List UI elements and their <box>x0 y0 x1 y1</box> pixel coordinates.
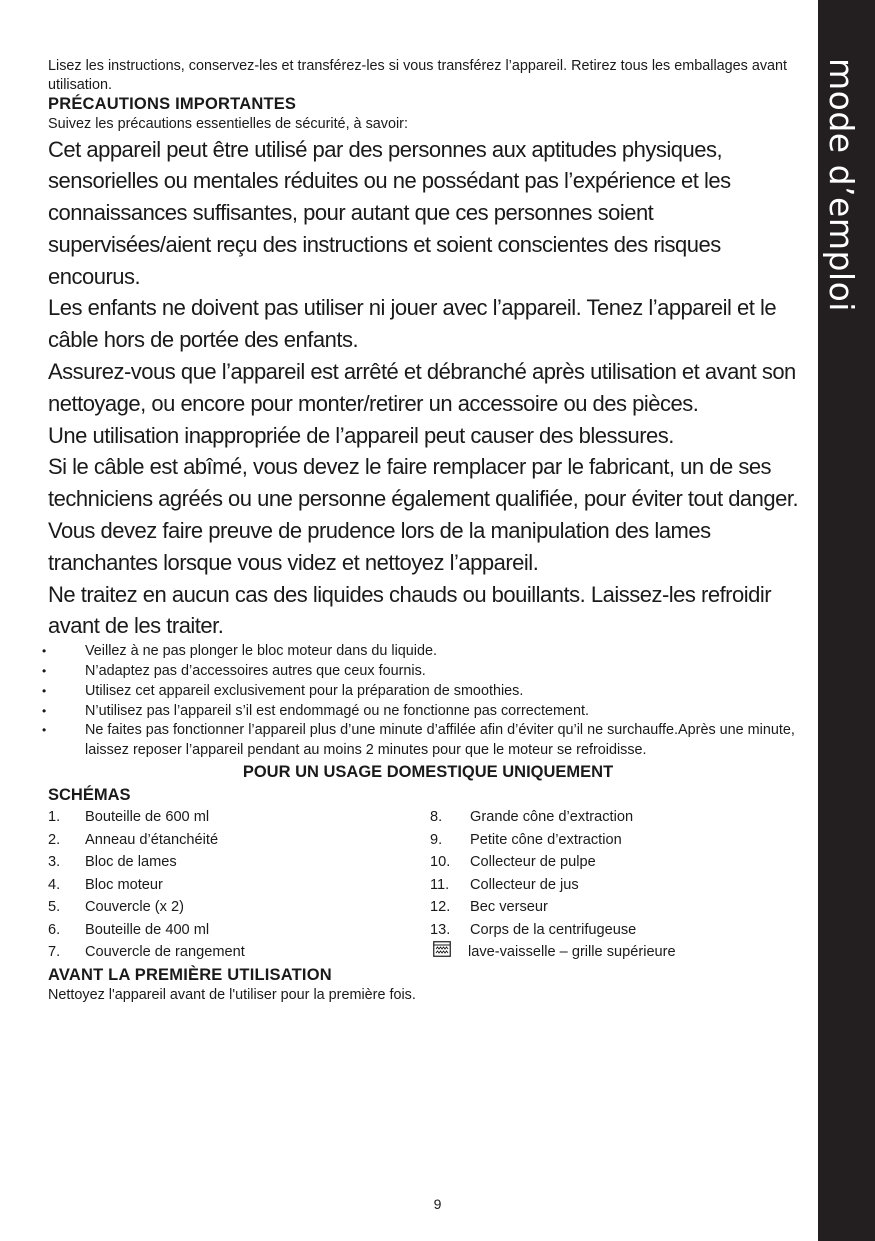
schemas-title: SCHÉMAS <box>48 786 131 805</box>
list-item: lave-vaisselle – grille supérieure <box>430 941 676 964</box>
side-tab-label: mode d’emploi <box>821 58 861 312</box>
bullet-item: • Ne faites pas fonctionner l’appareil plus d’une minute d’affilée afin d’éviter qu’il ne surchauffe.Après une minute, laissez reposer l’appareil pendant au moins 2 minutes pour que le moteur se refroidisse. <box>48 721 808 761</box>
before-first-use-title: AVANT LA PREMIÈRE UTILISATION <box>48 965 332 984</box>
before-first-use-text: Nettoyez l'appareil avant de l'utiliser pour la première fois. <box>48 986 416 1003</box>
dishwasher-icon <box>433 941 451 957</box>
parts-list-left <box>48 806 430 964</box>
list-item: 3. Bloc de lames <box>48 854 177 871</box>
precautions-subtitle: Suivez les précautions essentielles de sécurité, à savoir: <box>48 116 408 132</box>
precaution-paragraph: Ne traitez en aucun cas des liquides chauds ou bouillants. Laissez-les refroidir avant de les traiter. <box>48 581 772 639</box>
list-item: 8. Grande cône d’extraction <box>430 809 634 826</box>
domestic-use-heading: POUR UN USAGE DOMESTIQUE UNIQUEMENT <box>242 763 614 782</box>
precaution-paragraph: Si le câble est abîmé, vous devez le faire remplacer par le fabricant, un de ses techniciens agréés ou une personne également qualifiée, pour éviter tout danger. <box>48 454 799 512</box>
precaution-paragraph: Une utilisation inappropriée de l’appareil peut causer des blessures. <box>48 422 674 448</box>
list-item: 11. Collecteur de jus <box>430 876 579 893</box>
list-item: 1. Bouteille de 600 ml <box>48 809 210 826</box>
page-content <box>48 57 808 1004</box>
precaution-paragraph: Les enfants ne doivent pas utiliser ni jouer avec l’appareil. Tenez l’appareil et le câble hors de portée des enfants. <box>48 295 777 353</box>
bullet-item: • Veillez à ne pas plonger le bloc moteur dans du liquide. <box>48 642 808 662</box>
precaution-bullets <box>48 642 808 761</box>
schemas-parts-list <box>48 806 808 964</box>
intro-text: Lisez les instructions, conservez-les et transférez-les si vous transférez l’appareil. Retirez tous les emballages avant utilisation. <box>48 58 788 93</box>
page-number: 9 <box>433 1196 442 1212</box>
precaution-paragraph: Vous devez faire preuve de prudence lors de la manipulation des lames tranchantes lorsque vous videz et nettoyez l’appareil. <box>48 518 711 575</box>
list-item: 4. Bloc moteur <box>48 876 163 893</box>
list-item: 5. Couvercle (x 2) <box>48 899 184 916</box>
precaution-paragraph: Cet appareil peut être utilisé par des personnes aux aptitudes physiques, sensorielles ou mentales réduites ou ne possédant pas l’expérience et les connaissances suffisantes, pour autant que ces personnes soient supervisées/aient reçu des instructions et soient conscientes des risques encourus. <box>48 136 731 289</box>
list-item: 9. Petite cône d’extraction <box>430 831 622 848</box>
list-item: 2. Anneau d’étanchéité <box>48 831 219 848</box>
precaution-paragraph: Assurez-vous que l’appareil est arrêté et débranché après utilisation et avant son nettoyage, ou encore pour monter/retirer un accessoire ou des pièces. <box>48 359 796 416</box>
list-item: 12. Bec verseur <box>430 899 548 916</box>
precautions-title: PRÉCAUTIONS IMPORTANTES <box>48 95 297 113</box>
side-tab <box>818 0 875 1241</box>
list-item: 7. Couvercle de rangement <box>48 944 245 961</box>
bullet-item: • N’utilisez pas l’appareil s’il est endommagé ou ne fonctionne pas correctement. <box>48 702 808 722</box>
list-item: 10. Collecteur de pulpe <box>430 854 596 871</box>
bullet-item: • N’adaptez pas d’accessoires autres que ceux fournis. <box>48 662 808 682</box>
list-item: 6. Bouteille de 400 ml <box>48 921 210 938</box>
bullet-item: • Utilisez cet appareil exclusivement pour la préparation de smoothies. <box>48 682 808 702</box>
parts-list-right <box>430 806 676 964</box>
precautions-paragraphs <box>48 134 808 643</box>
list-item: 13. Corps de la centrifugeuse <box>430 921 637 938</box>
